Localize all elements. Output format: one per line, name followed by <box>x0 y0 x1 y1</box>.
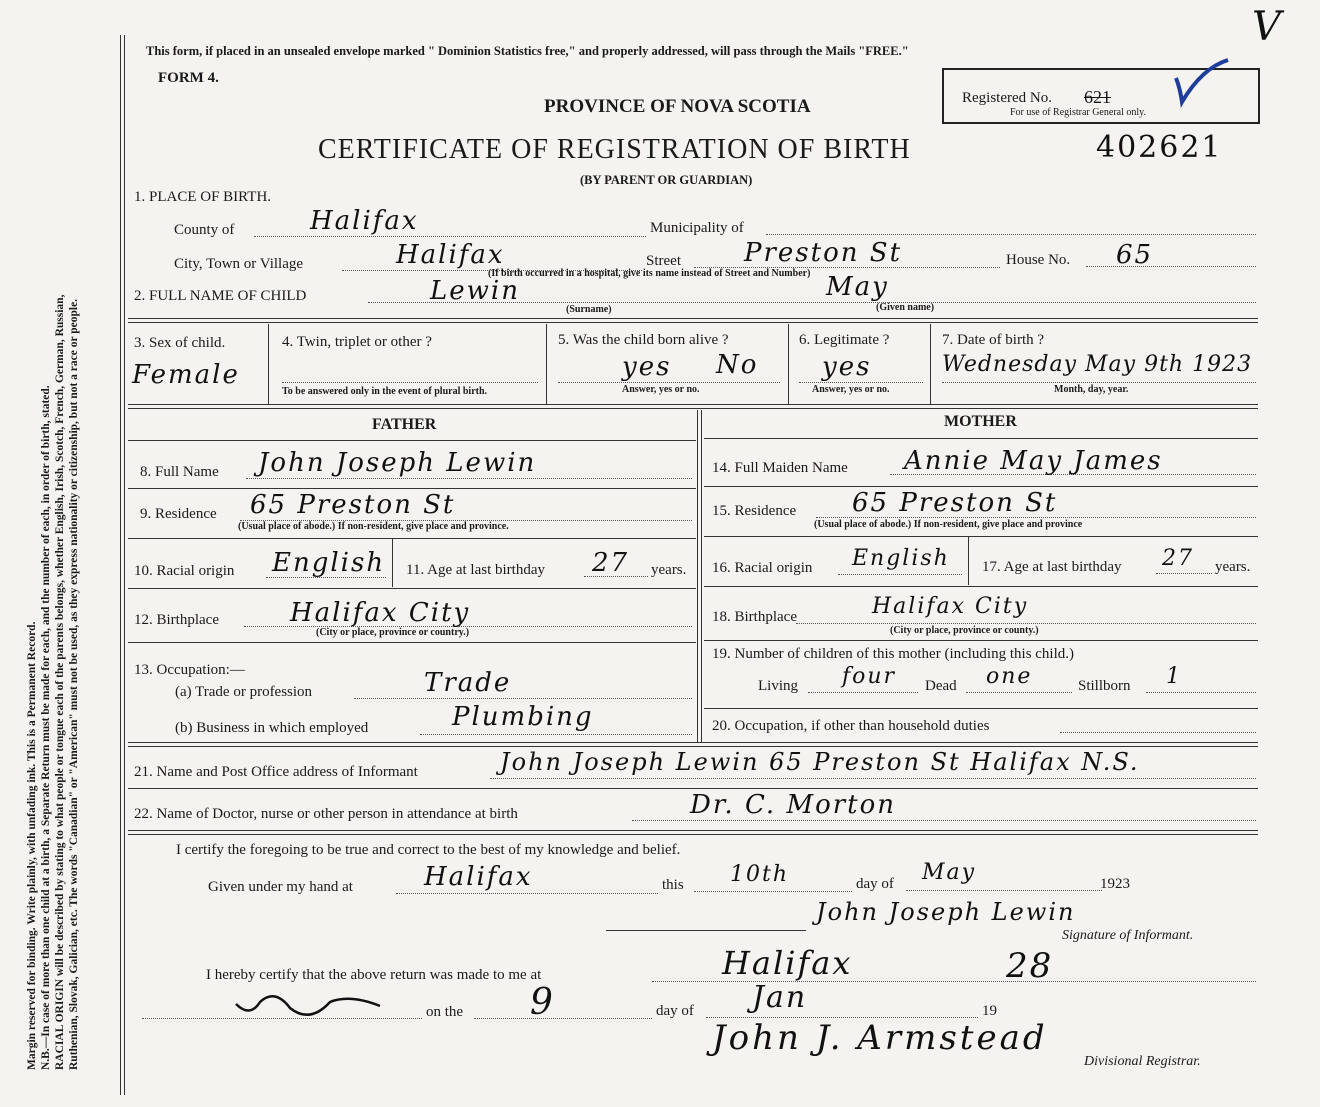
father-age-unit: years. <box>651 562 687 578</box>
surname-caption: (Surname) <box>566 304 612 315</box>
form-number: FORM 4. <box>158 70 219 86</box>
certify-statement: I certify the foregoing to be true and correct to the best of my knowledge and belief. <box>176 842 681 858</box>
mother-name-value: Annie May James <box>904 446 1163 476</box>
mother-birthplace-value: Halifax City <box>872 594 1029 619</box>
father-birthplace-note: (City or place, province or country.) <box>316 627 470 638</box>
father-residence-label: 9. Residence <box>140 506 217 522</box>
margin-line-3: RACIAL ORIGIN will be described by stating to what people or tongue each of the parents belongs, whether English, Irish, Scotch, French, German, Russian, <box>54 294 66 1070</box>
registered-box <box>942 68 1260 124</box>
children-count-label: 19. Number of children of this mother (including this child.) <box>712 646 1075 662</box>
mother-birthplace-label: 18. Birthplace <box>712 609 797 625</box>
province-heading: PROVINCE OF NOVA SCOTIA <box>544 96 811 117</box>
dob-label: 7. Date of birth ? <box>942 332 1045 348</box>
margin-line-2: N.B.—In case of more than one child at a birth, a Separate Return must be made for each, and the number of each, in order of birth, stated. <box>40 385 52 1070</box>
margin-divider-inner <box>124 35 125 1095</box>
registrar-year-prefix: 19 <box>982 1003 997 1019</box>
on-the-label: on the <box>426 1004 464 1020</box>
margin-instructions <box>25 30 81 1070</box>
margin-line-1: Margin reserved for binding. Write plainly, with unfading ink. This is a Permanent Record. <box>26 621 38 1070</box>
born-alive-value: yes <box>622 352 672 382</box>
doctor-label: 22. Name of Doctor, nurse or other person in attendance at birth <box>134 806 518 822</box>
stillborn-value: 1 <box>1166 664 1182 689</box>
father-race-value: English <box>272 548 386 578</box>
divisional-registrar-caption: Divisional Registrar. <box>1084 1054 1201 1069</box>
county-value: Halifax <box>310 206 419 236</box>
mother-residence-label: 15. Residence <box>712 503 797 519</box>
father-birthplace-value: Halifax City <box>290 598 471 628</box>
city-value: Halifax <box>396 240 505 270</box>
given-year-value: 1923 <box>1100 876 1130 892</box>
informant-signature-caption: Signature of Informant. <box>1062 928 1194 943</box>
registrar-day-value: 9 <box>530 982 555 1023</box>
father-name-label: 8. Full Name <box>140 464 219 480</box>
father-name-value: John Joseph Lewin <box>258 448 537 478</box>
stillborn-label: Stillborn <box>1078 678 1131 694</box>
mother-occupation-label: 20. Occupation, if other than household duties <box>712 718 990 734</box>
registrar-signature: John J. Armstead <box>712 1018 1048 1058</box>
dead-label: Dead <box>925 678 957 694</box>
legitimate-label: 6. Legitimate ? <box>799 332 890 348</box>
given-place-value: Halifax <box>424 862 533 892</box>
father-heading: FATHER <box>372 416 437 433</box>
street-label: Street <box>646 253 681 269</box>
house-number-label: House No. <box>1006 252 1071 268</box>
corner-check-mark: V <box>1252 4 1283 50</box>
sex-label: 3. Sex of child. <box>134 335 226 351</box>
mother-residence-value: 65 Preston St <box>852 488 1058 518</box>
city-label: City, Town or Village <box>174 256 304 272</box>
margin-line-4: Ruthenian, Slovak, Galician, etc. The words "Canadian" or "American" must not be used, as they express nationality or citizenship, but not a race or people. <box>68 298 80 1070</box>
day-of-label: day of <box>856 876 894 892</box>
father-occupation-label: 13. Occupation:— <box>134 662 245 678</box>
born-alive-note: Answer, yes or no. <box>622 384 700 395</box>
registered-number: 621 <box>1084 87 1111 107</box>
father-residence-note: (Usual place of abode.) If non-resident, give place and province. <box>238 521 509 532</box>
father-birthplace-label: 12. Birthplace <box>134 612 219 628</box>
child-name-label: 2. FULL NAME OF CHILD <box>134 288 307 304</box>
given-day-value: 10th <box>730 862 790 887</box>
given-name-caption: (Given name) <box>876 302 935 313</box>
mother-birthplace-note: (City or place, province or county.) <box>890 625 1039 636</box>
father-residence-value: 65 Preston St <box>250 490 456 520</box>
hospital-note: (If birth occurred in a hospital, give its name instead of Street and Number) <box>488 268 811 279</box>
dead-value: one <box>986 664 1033 689</box>
street-value: Preston St <box>744 238 903 268</box>
dob-caption: Month, day, year. <box>1054 384 1129 395</box>
sex-value: Female <box>132 360 240 390</box>
mother-residence-note: (Usual place of abode.) If non-resident, give place and province <box>814 519 1083 530</box>
twin-note: To be answered only in the event of plural birth. <box>282 386 488 397</box>
father-age-value: 27 <box>592 548 630 578</box>
father-age-label: 11. Age at last birthday <box>406 562 545 578</box>
registered-label: Registered No. <box>962 90 1052 106</box>
mother-race-label: 16. Racial origin <box>712 560 813 576</box>
informant-signature: John Joseph Lewin <box>816 898 1076 926</box>
doctor-value: Dr. C. Morton <box>690 790 896 820</box>
child-surname-value: Lewin <box>430 276 520 306</box>
mother-age-unit: years. <box>1215 559 1251 575</box>
given-at-label: Given under my hand at <box>208 879 353 895</box>
registrar-use-note: For use of Registrar General only. <box>1010 107 1146 118</box>
living-label: Living <box>758 678 798 694</box>
this-label: this <box>662 877 684 893</box>
informant-value: John Joseph Lewin 65 Preston St Halifax N.S. <box>500 748 1140 776</box>
legitimate-note: Answer, yes or no. <box>812 384 890 395</box>
dob-value: Wednesday May 9th 1923 <box>942 352 1253 377</box>
business-value: Plumbing <box>452 702 594 732</box>
trade-label: (a) Trade or profession <box>175 684 313 700</box>
born-alive-label: 5. Was the child born alive ? <box>558 332 729 348</box>
mail-note-text: This form, if placed in an unsealed envelope marked " Dominion Statistics free," and properly addressed, will pass through the Mails <box>146 44 856 58</box>
municipality-label: Municipality of <box>650 220 744 236</box>
place-heading: 1. PLACE OF BIRTH. <box>134 189 272 205</box>
legitimate-value: yes <box>822 352 872 382</box>
certificate-subtitle: (BY PARENT OR GUARDIAN) <box>580 173 753 187</box>
born-alive-extra: No <box>716 350 759 380</box>
mail-note <box>146 44 909 59</box>
county-label: County of <box>174 222 235 238</box>
mother-heading: MOTHER <box>944 413 1017 430</box>
business-label: (b) Business in which employed <box>175 720 369 736</box>
registrar-scribble-mark <box>230 988 390 1028</box>
mother-age-value: 27 <box>1162 546 1194 571</box>
registrar-day-of-label: day of <box>656 1003 694 1019</box>
child-given-name-value: May <box>826 272 889 302</box>
informant-label: 21. Name and Post Office address of Informant <box>134 764 418 780</box>
mother-age-label: 17. Age at last birthday <box>982 559 1122 575</box>
registrar-year-value: 28 <box>1006 946 1054 986</box>
mother-name-label: 14. Full Maiden Name <box>712 460 848 476</box>
checkmark-icon <box>1172 58 1232 108</box>
registrar-statement: I hereby certify that the above return was made to me at <box>206 967 542 983</box>
margin-divider <box>120 35 121 1095</box>
house-number-value: 65 <box>1116 240 1154 270</box>
given-month-value: May <box>922 860 977 885</box>
registrar-place-value: Halifax <box>722 944 853 982</box>
trade-value: Trade <box>424 668 512 698</box>
twin-label: 4. Twin, triplet or other ? <box>282 334 432 350</box>
father-race-label: 10. Racial origin <box>134 563 235 579</box>
mail-note-free: "FREE." <box>858 44 909 58</box>
mother-race-value: English <box>852 546 950 571</box>
living-value: four <box>842 664 897 689</box>
registrar-month-value: Jan <box>752 980 808 1015</box>
certificate-title: CERTIFICATE OF REGISTRATION OF BIRTH <box>318 134 911 165</box>
certificate-number: 402621 <box>1096 130 1223 165</box>
